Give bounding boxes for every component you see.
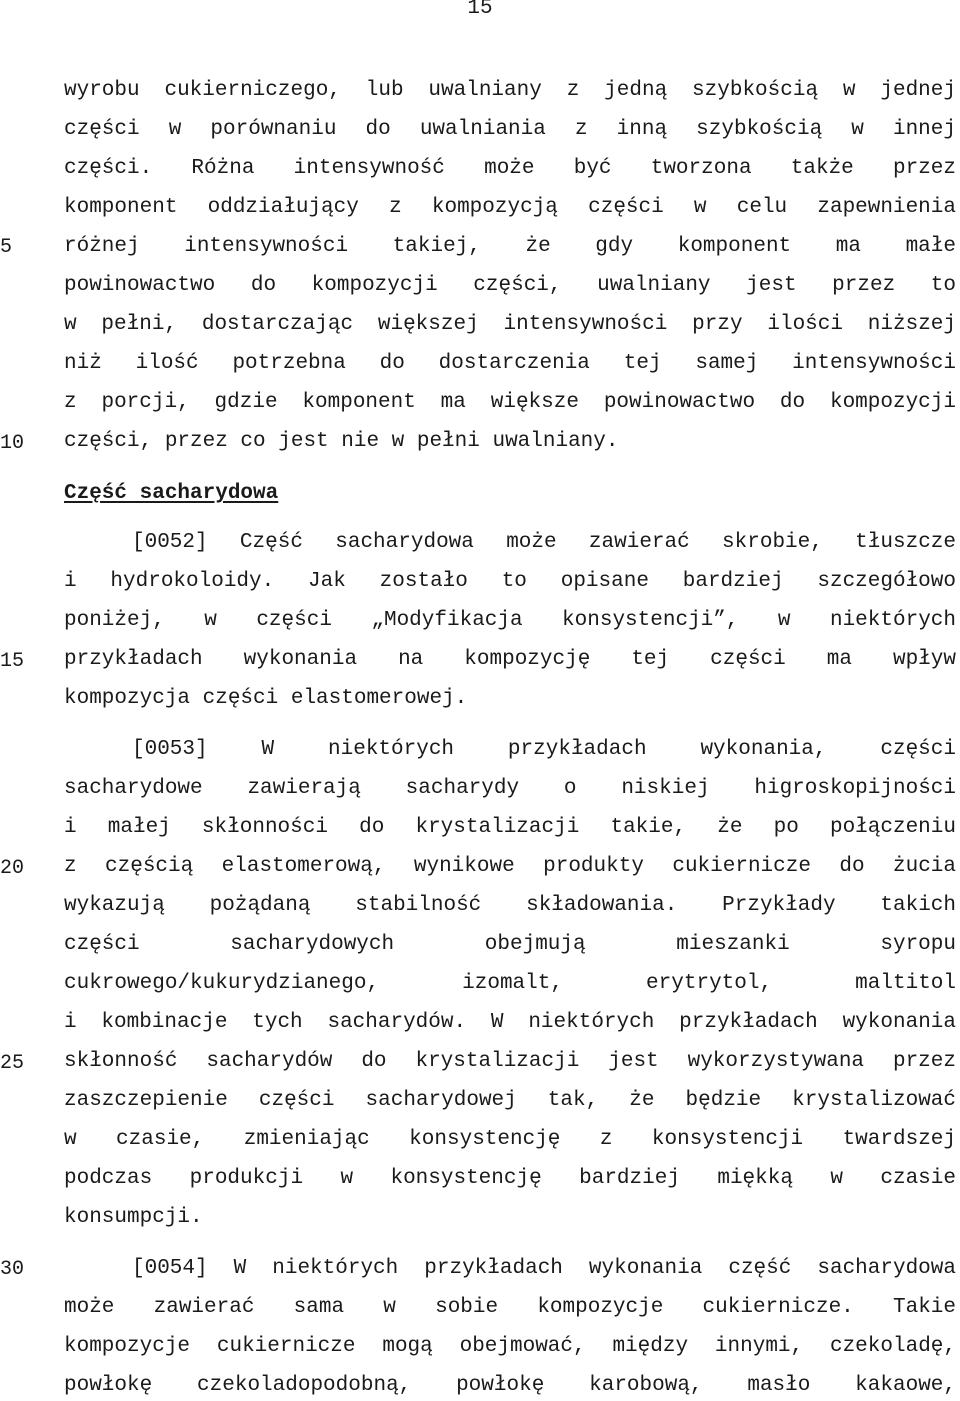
text-line: i hydrokoloidy. Jak zostało to opisane bardziej szczegółowo: [64, 570, 956, 593]
text-line: z porcji, gdzie komponent ma większe powinowactwo do kompozycji: [64, 391, 956, 414]
line-number-15: 15: [0, 650, 25, 673]
text-line: w pełni, dostarczając większej intensywności przy ilości niższej: [64, 313, 956, 336]
text-line: sacharydowe zawierają sacharydy o niskiej higroskopijności: [64, 777, 956, 800]
line-number-5: 5: [0, 236, 13, 259]
text-line: cukrowego/kukurydzianego, izomalt, erytrytol, maltitol: [64, 972, 956, 995]
text-line: może zawierać sama w sobie kompozycje cukiernicze. Takie: [64, 1296, 956, 1319]
line-number-10: 10: [0, 432, 25, 455]
text-line: konsumpcji.: [64, 1206, 203, 1229]
section-heading: Część sacharydowa: [64, 482, 279, 505]
text-line: poniżej, w części „Modyfikacja konsystencji”, w niektórych: [64, 609, 956, 632]
text-line: z częścią elastomerową, wynikowe produkty cukiernicze do żucia: [64, 855, 956, 878]
text-line: wykazują pożądaną stabilność składowania. Przykłady takich: [64, 894, 956, 917]
paragraph-0054-start: [0054] W niektórych przykładach wykonania część sacharydowa: [132, 1257, 956, 1280]
text-line: przykładach wykonania na kompozycję tej części ma wpływ: [64, 648, 956, 671]
page-number: 15: [467, 0, 493, 20]
text-line: powłokę czekoladopodobną, powłokę karobową, masło kakaowe,: [64, 1374, 956, 1397]
text-line: kompozycje cukiernicze mogą obejmować, między innymi, czekoladę,: [64, 1335, 956, 1358]
line-number-25: 25: [0, 1052, 25, 1075]
paragraph-0053-start: [0053] W niektórych przykładach wykonania, części: [132, 738, 956, 761]
text-line: wyrobu cukierniczego, lub uwalniany z jedną szybkością w jednej: [64, 79, 956, 102]
text-line: części sacharydowych obejmują mieszanki syropu: [64, 933, 956, 956]
text-line: części. Różna intensywność może być tworzona także przez: [64, 157, 956, 180]
text-line: podczas produkcji w konsystencję bardziej miękką w czasie: [64, 1167, 956, 1190]
text-line: niż ilość potrzebna do dostarczenia tej samej intensywności: [64, 352, 956, 375]
text-line: komponent oddziałujący z kompozycją części w celu zapewnienia: [64, 196, 956, 219]
text-line: kompozycja części elastomerowej.: [64, 687, 468, 710]
text-line: skłonność sacharydów do krystalizacji jest wykorzystywana przez: [64, 1050, 956, 1073]
text-line: powinowactwo do kompozycji części, uwalniany jest przez to: [64, 274, 956, 297]
text-line: i małej skłonności do krystalizacji takie, że po połączeniu: [64, 816, 956, 839]
text-line: zaszczepienie części sacharydowej tak, że będzie krystalizować: [64, 1089, 956, 1112]
line-number-20: 20: [0, 857, 25, 880]
line-number-30: 30: [0, 1258, 25, 1281]
text-line: różnej intensywności takiej, że gdy komponent ma małe: [64, 235, 956, 258]
text-line: i kombinacje tych sacharydów. W niektórych przykładach wykonania: [64, 1011, 956, 1034]
text-line: części, przez co jest nie w pełni uwalniany.: [64, 430, 619, 453]
text-line: części w porównaniu do uwalniania z inną szybkością w innej: [64, 118, 956, 141]
text-line: w czasie, zmieniając konsystencję z konsystencji twardszej: [64, 1128, 956, 1151]
paragraph-0052-start: [0052] Część sacharydowa może zawierać skrobie, tłuszcze: [132, 531, 956, 554]
